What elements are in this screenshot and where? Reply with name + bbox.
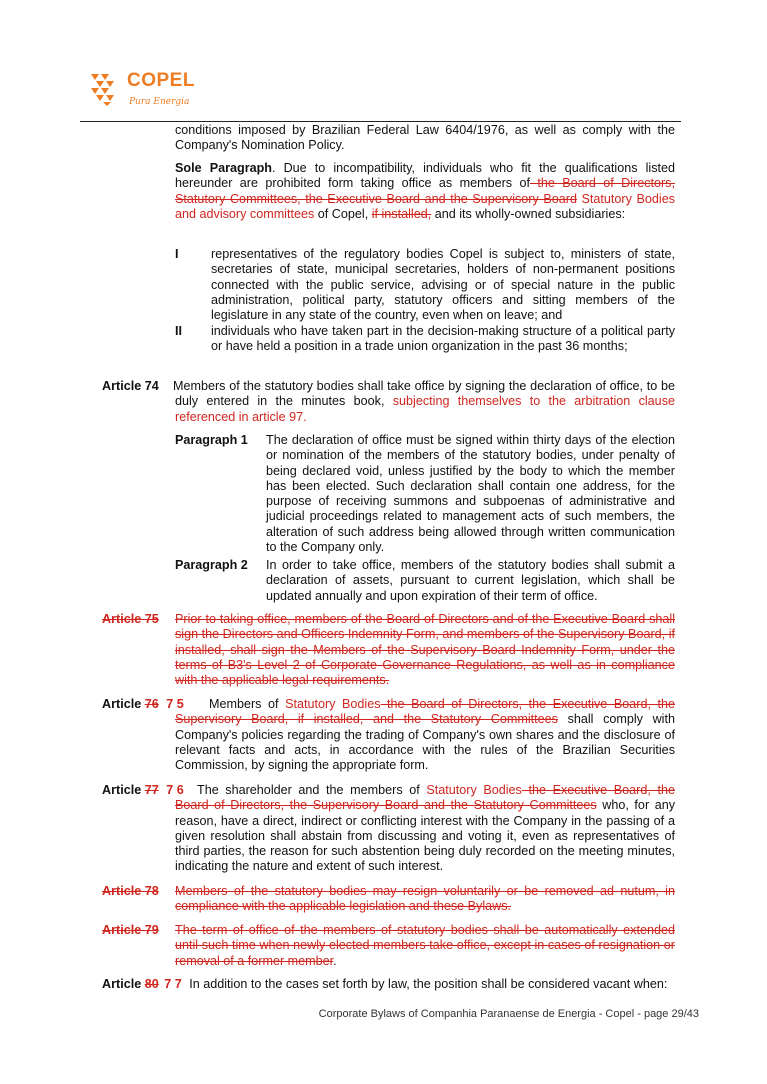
intro-paragraph: conditions imposed by Brazilian Federal Law 6404/1976, as well as comply with the Company's Nomination Policy. xyxy=(175,123,675,153)
article-78-label: Article 78 xyxy=(102,884,159,898)
new-article-number: 7 6 xyxy=(166,783,184,797)
article-77-text: The shareholder and the members of Statutory Bodies the Executive Board, the Board of Directors, the Supervisory Board and the Statutory Committees who, for any reason, have a direct, indirect or conflicting interest with the Company in the passing of a given resolution shall abstain from discussing and voting it, even as representatives of third parties, the reason for such abstention being duly recorded on the meeting minutes, indicating the nature and extent of such interest. xyxy=(175,783,675,874)
paragraph-1-label: Paragraph 1 xyxy=(175,433,248,447)
deleted-text: the Board of Directors, the Executive Board, the Supervisory Board, if installed, and the Statutory Committees xyxy=(175,697,675,727)
copel-logo-icon xyxy=(89,72,121,106)
article-75-text: Prior to taking office, members of the Board of Directors and of the Executive Board shall sign the Directors and Officers Indemnity Form, and members of the Supervisory Board, if installed, shall sign the Members of the Supervisory Board Indemnity Form, under the terms of B3's Level 2 of Corporate Governance Regulations, as well as in compliance with the applicable legal requirements. xyxy=(175,612,675,688)
new-article-number: 7 5 xyxy=(166,697,184,711)
inserted-text: Statutory Bodies xyxy=(426,783,522,797)
article-80-text: In addition to the cases set forth by law, the position shall be considered vacant when: xyxy=(189,977,668,991)
article-79-label: Article 79 xyxy=(102,923,159,937)
article-78-text: Members of the statutory bodies may resign voluntarily or be removed ad nutum, in compliance with the applicable legislation and these Bylaws. xyxy=(175,884,675,914)
list-item-number: I xyxy=(175,247,179,261)
inserted-text: subjecting themselves to the arbitration clause referenced in article 97. xyxy=(175,394,675,424)
copel-logo xyxy=(89,72,199,110)
inserted-text: Statutory Bodies and advisory committees xyxy=(175,191,675,221)
paragraph-1-text: The declaration of office must be signed within thirty days of the election or nomination of the members of the statutory bodies, under penalty of being declared void, unless justified by the body to which the member has been elected. Such declaration shall contain one address, for the purpose of receiving summons and subpoenas of administrative and judicial proceedings related to management acts of such members, the alteration of such address being allowed through written communication to the Company only. xyxy=(266,433,675,555)
list-item: individuals who have taken part in the decision-making structure of a political party or have held a position in a trade union organization in the past 36 months; xyxy=(211,324,675,354)
article-77-label: Article 77 7 6 xyxy=(102,783,184,797)
article-76-label: Article 76 7 5 xyxy=(102,697,184,711)
list-item: representatives of the regulatory bodies Copel is subject to, ministers of state, secretaries of state, municipal secretaries, holders of non-permanent positions connected with the public service, advising or of special nature in the public administration, political party, statutory officers and sitting members of the legislature in any state of the country, even when on leave; and xyxy=(211,247,675,323)
new-article-number: 7 7 xyxy=(164,977,182,991)
article-74-text: Members of the statutory bodies shall take office by signing the declaration of office, to be duly entered in the minutes book, subjecting themselves to the arbitration clause referenced in article 97. xyxy=(173,379,675,424)
paragraph-2-text: In order to take office, members of the statutory bodies shall submit a declaration of assets, pursuant to current legislation, which shall be updated annually and upon expiration of their term of office. xyxy=(266,558,675,603)
article-76-text: Members of Statutory Bodies the Board of Directors, the Executive Board, the Supervisory Board, if installed, and the Statutory Committees shall comply with Company's policies regarding the trading of Company's own shares and the disclosure of relevant facts and acts, in accordance with the rules of the Brazilian Securities Commission, by signing the appropriate form. xyxy=(175,697,675,773)
old-article-number: 77 xyxy=(144,783,159,797)
sole-paragraph: Sole Paragraph. Due to incompatibility, individuals who fit the qualifications listed hereunder are prohibited form taking office as members of the Board of Directors, Statutory Committees, the Executive Board and the Supervisory Board Statutory Bodies and advisory committees of Copel, if installed, and its wholly-owned subsidiaries: xyxy=(175,161,675,221)
old-article-number: 80 xyxy=(144,977,159,991)
deleted-text: The term of office of the members of statutory bodies shall be automatically extended until such time when newly elected members take office, except in cases of resignation or removal of a former member xyxy=(175,923,675,968)
sole-paragraph-label: Sole Paragraph xyxy=(175,161,272,175)
deleted-text: the Executive Board, the Board of Directors, the Supervisory Board and the Statutory Committees xyxy=(175,783,675,813)
article-79-text: The term of office of the members of statutory bodies shall be automatically extended until such time when newly elected members take office, except in cases of resignation or removal of a former member. xyxy=(175,923,675,968)
list-item-number: II xyxy=(175,324,182,338)
header-divider xyxy=(80,121,681,122)
paragraph-2-label: Paragraph 2 xyxy=(175,558,248,572)
logo-wordmark: COPEL xyxy=(127,70,195,91)
inserted-text: Statutory Bodies xyxy=(285,697,381,711)
deleted-text: if installed, xyxy=(371,206,432,221)
old-article-number: 76 xyxy=(144,697,159,711)
article-75-label: Article 75 xyxy=(102,612,159,626)
deleted-text: the Board of Directors, Statutory Committees, the Executive Board and the Supervisory Board xyxy=(175,176,675,206)
article-74-label: Article 74 xyxy=(102,379,159,393)
logo-tagline: Pura Energia xyxy=(129,97,190,107)
page-footer: Corporate Bylaws of Companhia Paranaense de Energia - Copel - page 29/43 xyxy=(318,1008,699,1020)
article-80-heading: Article 80 7 7 In addition to the cases set forth by law, the position shall be considered vacant when: xyxy=(102,977,668,991)
